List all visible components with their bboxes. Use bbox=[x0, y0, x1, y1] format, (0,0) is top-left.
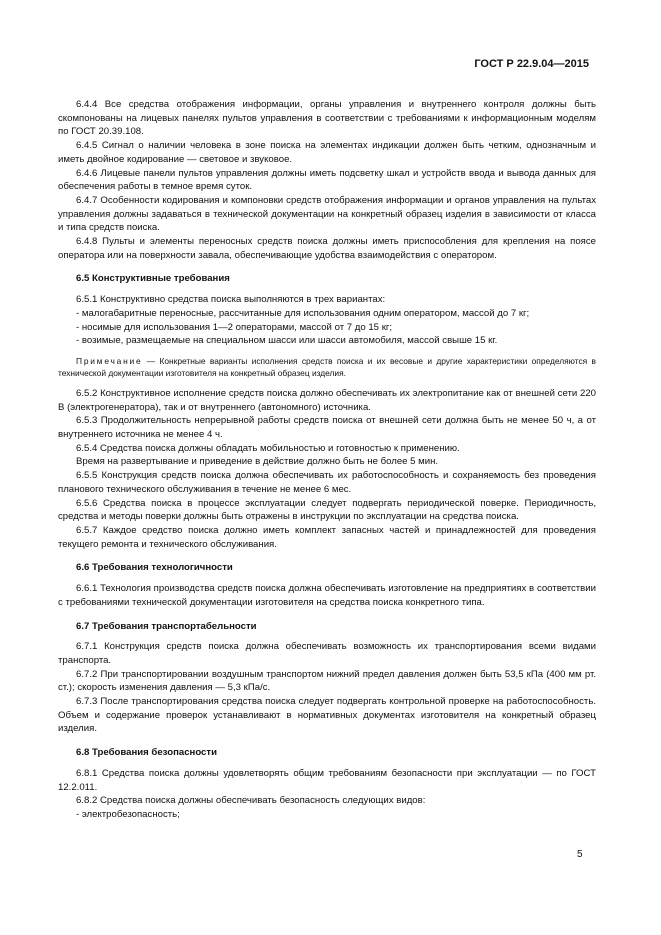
paragraph-6-4-6: 6.4.6 Лицевые панели пультов управления должны иметь подсветку шкал и устройств ввода и вывода данных для обеспечения работы в темное время суток. bbox=[58, 167, 596, 193]
document-body bbox=[58, 98, 596, 822]
paragraph-6-7-2: 6.7.2 При транспортировании воздушным транспортом нижний предел давления должен быть 53,5 кПа (400 мм рт. ст.); скорость изменения давления — 5,3 кПа/с. bbox=[58, 668, 596, 694]
paragraph-6-5-7: 6.5.7 Каждое средство поиска должно иметь комплект запасных частей и принадлежностей для проведения текущего ремонта и технического обслуживания. bbox=[58, 524, 596, 550]
page-number: 5 bbox=[577, 849, 583, 860]
paragraph-6-4-5: 6.4.5 Сигнал о наличии человека в зоне поиска на элементах индикации должен быть четким, однозначным и иметь двойное кодирование — световое и звуковое. bbox=[58, 140, 596, 165]
paragraph-6-4-7: 6.4.7 Особенности кодирования и компоновки средств отображения информации и органов управления на пультах управления должны задаваться в технической документации на конкретный образец изделия в зависимости от класса и типа средств поиска. bbox=[58, 194, 596, 234]
paragraph-6-5-5: 6.5.5 Конструкция средств поиска должна обеспечивать их работоспособность и сохраняемость без проведения планового технического обслуживания в течение не менее 6 мес. bbox=[58, 470, 596, 495]
section-heading-6-6: 6.6 Требования технологичности bbox=[76, 562, 233, 574]
list-item: - возимые, размещаемые на специальном шасси или шасси автомобиля, массой свыше 15 кг. bbox=[76, 335, 498, 347]
standard-header: ГОСТ Р 22.9.04—2015 bbox=[474, 58, 589, 70]
note-text: — Конкретные варианты исполнения средств поиска и их весовые и другие характеристики определяются в технической документации изготовителя на конкретный образец изделия. bbox=[58, 355, 596, 379]
note-label: Примечание bbox=[76, 355, 143, 366]
paragraph-6-6-1: 6.6.1 Технология производства средств поиска должна обеспечивать изготовление на предприятиях в соответствии с требованиями технической документации изготовителя на средства поиска конкретного типа. bbox=[58, 583, 596, 608]
section-heading-6-5: 6.5 Конструктивные требования bbox=[76, 273, 230, 285]
section-heading-6-8: 6.8 Требования безопасности bbox=[76, 747, 217, 759]
paragraph-6-7-1: 6.7.1 Конструкция средств поиска должна обеспечивать возможность их транспортирования всеми видами транспорта. bbox=[58, 641, 596, 666]
list-item: - малогабаритные переносные, рассчитанные для использования одним оператором, массой до 7 кг; bbox=[76, 307, 530, 319]
paragraph-6-5-4-cont: Время на развертывание и приведение в действие должно быть не более 5 мин. bbox=[76, 456, 439, 468]
list-item: - носимые для использования 1—2 операторами, массой от 7 до 15 кг; bbox=[76, 321, 393, 333]
paragraph-6-5-6: 6.5.6 Средства поиска в процессе эксплуатации следует подвергать периодической поверке. Периодичность, средства и методы поверки должны быть отражены в инструкции по эксплуатации на средства поиска. bbox=[58, 497, 596, 523]
paragraph-6-4-4: 6.4.4 Все средства отображения информации, органы управления и внутреннего контроля должны быть скомпонованы на лицевых панелях пультов управления в соответствии с требованиями к информационным моделям по ГОСТ 20.39.108. bbox=[58, 99, 596, 138]
paragraph-6-4-8: 6.4.8 Пульты и элементы переносных средств поиска должны иметь приспособления для крепления на поясе оператора или на поверхности завала, обеспечивающие удобства взаимодействия с оператором. bbox=[58, 236, 596, 261]
list-item: - электробезопасность; bbox=[76, 808, 180, 820]
paragraph-6-8-1: 6.8.1 Средства поиска должны удовлетворять общим требованиям безопасности при эксплуатации — по ГОСТ 12.2.011. bbox=[58, 767, 596, 793]
paragraph-6-5-4: 6.5.4 Средства поиска должны обладать мобильностью и готовностью к применению. bbox=[76, 442, 460, 454]
paragraph-6-5-3: 6.5.3 Продолжительность непрерывной работы средств поиска от внешней сети должна быть не менее 50 ч, а от внутреннего источника не менее 4 ч. bbox=[58, 415, 596, 441]
note bbox=[58, 355, 596, 380]
paragraph-6-7-3: 6.7.3 После транспортирования средства поиска следует подвергать контрольной проверке на работоспособность. Объем и содержание проверок устанавливают в нормативных документах изготовителя на конкретный образец изделия. bbox=[58, 696, 596, 735]
paragraph-6-5-1: 6.5.1 Конструктивно средства поиска выполняются в трех вариантах: bbox=[76, 294, 386, 306]
paragraph-6-5-2: 6.5.2 Конструктивное исполнение средств поиска должно обеспечивать их электропитание как от внешней сети 220 В (электрогенератора), так и от внутреннего (автономного) источника. bbox=[58, 387, 596, 413]
paragraph-6-8-2: 6.8.2 Средства поиска должны обеспечивать безопасность следующих видов: bbox=[76, 795, 426, 807]
section-heading-6-7: 6.7 Требования транспортабельности bbox=[76, 620, 257, 632]
